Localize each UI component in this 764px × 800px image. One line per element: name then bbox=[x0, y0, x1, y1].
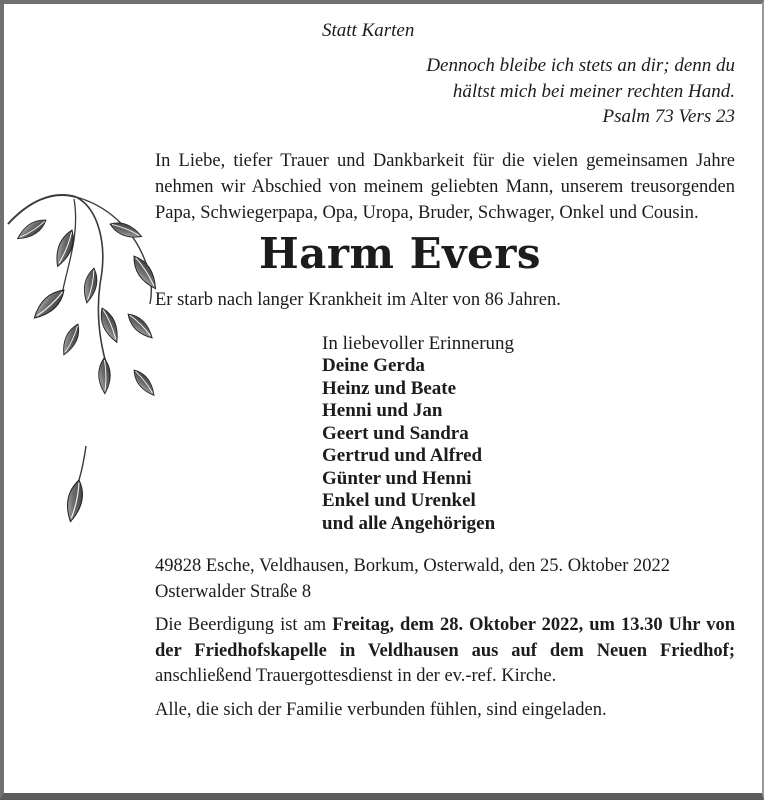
scripture-quote bbox=[155, 53, 735, 130]
mourner-name: Enkel und Urenkel bbox=[322, 490, 476, 511]
intro-paragraph: In Liebe, tiefer Trauer und Dankbarkeit für die vielen gemeinsamen Jahre nehmen wir Abschied von meinem geliebten Mann, unserem treusorgenden Papa, Schwiegerpapa, Opa, Uropa, Bruder, Schwager, Onkel und Cousin. bbox=[155, 150, 735, 223]
mourner-name: Henni und Jan bbox=[322, 400, 443, 421]
obituary-content bbox=[155, 4, 735, 723]
death-statement: Er starb nach langer Krankheit im Alter von 86 Jahren. bbox=[155, 289, 561, 310]
funeral-bold: Freitag, dem 28. Oktober 2022, um 13.30 Uhr von der Friedhofskapelle in Veldhausen aus auf dem Neuen Friedhof; bbox=[155, 615, 735, 661]
single-leaf-illustration bbox=[54, 442, 108, 534]
leafy-branch-illustration bbox=[6, 172, 166, 412]
quote-source: Psalm 73 Vers 23 bbox=[602, 106, 735, 127]
remembrance-heading: In liebevoller Erinnerung bbox=[322, 332, 515, 354]
mourner-name: Heinz und Beate bbox=[322, 377, 457, 399]
address-line: Osterwalder Straße 8 bbox=[155, 582, 312, 602]
statt-karten-line: Statt Karten bbox=[322, 20, 415, 41]
place-date-line: 49828 Esche, Veldhausen, Borkum, Osterwald, den 25. Oktober 2022 bbox=[155, 556, 671, 576]
funeral-details bbox=[155, 613, 735, 690]
mourner-name: Günter und Henni bbox=[322, 467, 472, 489]
deceased-name: Harm Evers bbox=[259, 228, 541, 278]
quote-line-1: Dennoch bleibe ich stets an dir; denn du bbox=[426, 55, 735, 76]
mourner-name: Gertrud und Alfred bbox=[322, 445, 483, 466]
quote-line-2: hältst mich bei meiner rechten Hand. bbox=[452, 80, 735, 102]
mourner-name: Geert und Sandra bbox=[322, 422, 469, 444]
closing-line: Alle, die sich der Familie verbunden fühlen, sind eingeladen. bbox=[155, 699, 607, 720]
mourner-name: Deine Gerda bbox=[322, 355, 425, 376]
mourner-name: und alle Angehörigen bbox=[322, 512, 496, 534]
funeral-prefix: Die Beerdigung ist am bbox=[155, 615, 333, 635]
funeral-suffix: anschließend Trauergottesdienst in der ev.-ref. Kirche. bbox=[155, 666, 557, 686]
mourners-block bbox=[322, 333, 735, 536]
place-date-block bbox=[155, 553, 735, 605]
